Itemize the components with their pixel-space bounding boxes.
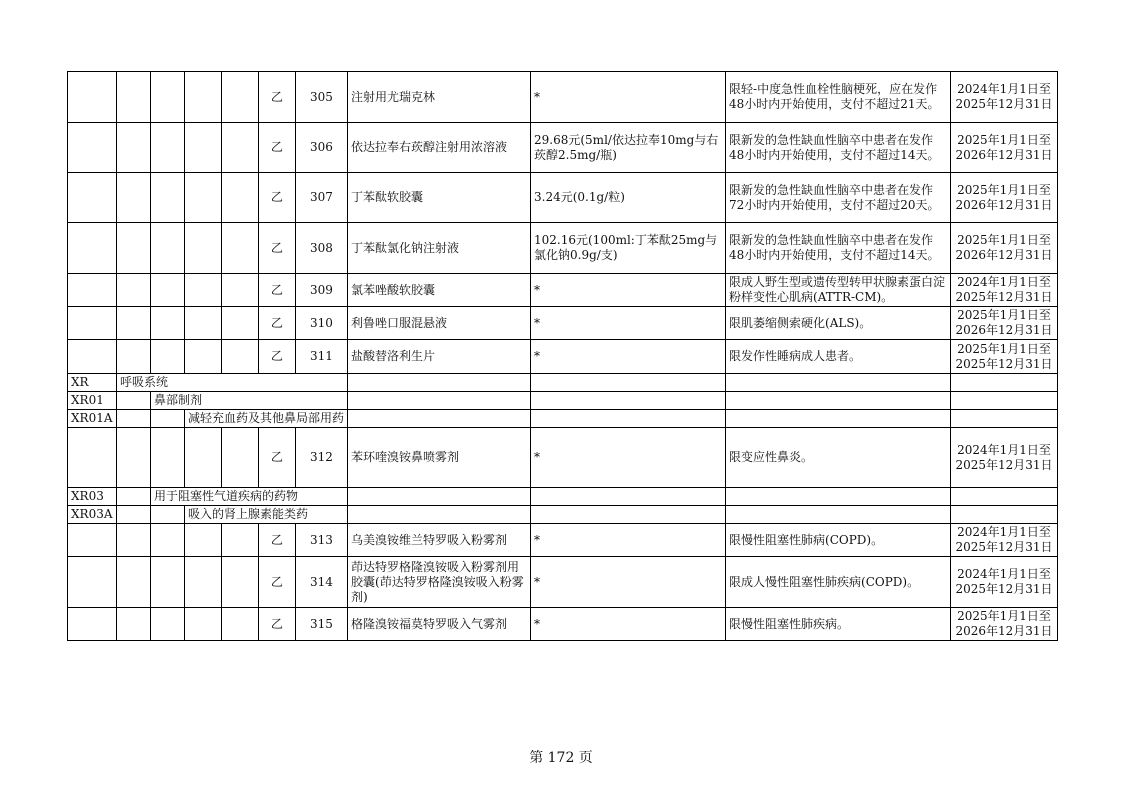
- category-code-cell: XR: [68, 374, 117, 392]
- price-cell: *: [531, 307, 726, 340]
- price-cell: 102.16元(100ml:丁苯酞25mg与氯化钠0.9g/支): [531, 223, 726, 274]
- drug-name-cell: 依达拉奉右莰醇注射用浓溶液: [348, 123, 531, 173]
- empty-cell: [221, 428, 258, 488]
- validity-date-cell: 2024年1月1日至2025年12月31日: [951, 557, 1058, 608]
- empty-cell: [151, 557, 185, 608]
- drug-catalog-table: [67, 71, 1058, 641]
- price-cell: *: [531, 340, 726, 374]
- drug-row: [68, 557, 1058, 608]
- empty-cell: [221, 173, 258, 223]
- category-cell: 乙: [258, 274, 295, 307]
- empty-cell: [151, 608, 185, 641]
- empty-cell: [951, 410, 1058, 428]
- empty-cell: [221, 557, 258, 608]
- empty-cell: [68, 123, 117, 173]
- empty-cell: [348, 374, 531, 392]
- empty-cell: [185, 223, 222, 274]
- category-cell: 乙: [258, 428, 295, 488]
- empty-cell: [68, 223, 117, 274]
- empty-cell: [185, 173, 222, 223]
- empty-cell: [117, 307, 151, 340]
- drug-row: [68, 173, 1058, 223]
- validity-date-cell: 2025年1月1日至2026年12月31日: [951, 307, 1058, 340]
- empty-cell: [726, 374, 951, 392]
- empty-cell: [151, 428, 185, 488]
- empty-cell: [185, 524, 222, 557]
- empty-cell: [726, 506, 951, 524]
- empty-cell: [117, 557, 151, 608]
- restriction-cell: 限新发的急性缺血性脑卒中患者在发作48小时内开始使用，支付不超过14天。: [726, 123, 951, 173]
- drug-name-cell: 氯苯唑酸软胶囊: [348, 274, 531, 307]
- category-code-cell: XR01: [68, 392, 117, 410]
- number-cell: 312: [295, 428, 347, 488]
- empty-cell: [185, 72, 222, 123]
- drug-name-cell: 盐酸替洛利生片: [348, 340, 531, 374]
- page-number: 第 172 页: [529, 750, 593, 766]
- validity-date-cell: 2024年1月1日至2025年12月31日: [951, 524, 1058, 557]
- number-cell: 313: [295, 524, 347, 557]
- empty-cell: [726, 392, 951, 410]
- empty-cell: [221, 608, 258, 641]
- empty-cell: [117, 274, 151, 307]
- price-cell: *: [531, 557, 726, 608]
- category-header-row: [68, 488, 1058, 506]
- empty-cell: [68, 428, 117, 488]
- empty-cell: [951, 506, 1058, 524]
- drug-row: [68, 307, 1058, 340]
- number-cell: 309: [295, 274, 347, 307]
- category-header-row: [68, 506, 1058, 524]
- drug-name-cell: 丁苯酞氯化钠注射液: [348, 223, 531, 274]
- empty-cell: [151, 173, 185, 223]
- empty-cell: [185, 428, 222, 488]
- number-cell: 310: [295, 307, 347, 340]
- number-cell: 315: [295, 608, 347, 641]
- empty-cell: [348, 392, 531, 410]
- empty-cell: [185, 608, 222, 641]
- category-label-cell: 鼻部制剂: [151, 392, 348, 410]
- empty-cell: [151, 274, 185, 307]
- empty-cell: [151, 506, 185, 524]
- category-cell: 乙: [258, 123, 295, 173]
- restriction-cell: 限发作性睡病成人患者。: [726, 340, 951, 374]
- validity-date-cell: 2025年1月1日至2025年12月31日: [951, 340, 1058, 374]
- validity-date-cell: 2025年1月1日至2026年12月31日: [951, 608, 1058, 641]
- drug-name-cell: 丁苯酞软胶囊: [348, 173, 531, 223]
- empty-cell: [68, 72, 117, 123]
- empty-cell: [951, 374, 1058, 392]
- restriction-cell: 限轻-中度急性血栓性脑梗死，应在发作48小时内开始使用，支付不超过21天。: [726, 72, 951, 123]
- validity-date-cell: 2025年1月1日至2026年12月31日: [951, 223, 1058, 274]
- category-code-cell: XR01A: [68, 410, 117, 428]
- empty-cell: [151, 524, 185, 557]
- price-cell: *: [531, 608, 726, 641]
- empty-cell: [185, 340, 222, 374]
- restriction-cell: 限变应性鼻炎。: [726, 428, 951, 488]
- price-cell: *: [531, 524, 726, 557]
- empty-cell: [951, 392, 1058, 410]
- price-cell: 3.24元(0.1g/粒): [531, 173, 726, 223]
- drug-row: [68, 428, 1058, 488]
- drug-row: [68, 72, 1058, 123]
- number-cell: 308: [295, 223, 347, 274]
- empty-cell: [117, 524, 151, 557]
- empty-cell: [348, 488, 531, 506]
- empty-cell: [151, 123, 185, 173]
- empty-cell: [117, 123, 151, 173]
- drug-name-cell: 格隆溴铵福莫特罗吸入气雾剂: [348, 608, 531, 641]
- drug-name-cell: 乌美溴铵维兰特罗吸入粉雾剂: [348, 524, 531, 557]
- empty-cell: [117, 72, 151, 123]
- empty-cell: [117, 392, 151, 410]
- empty-cell: [531, 374, 726, 392]
- empty-cell: [221, 524, 258, 557]
- empty-cell: [151, 410, 185, 428]
- validity-date-cell: 2024年1月1日至2025年12月31日: [951, 274, 1058, 307]
- category-label-cell: 呼吸系统: [117, 374, 348, 392]
- empty-cell: [68, 524, 117, 557]
- validity-date-cell: 2024年1月1日至2025年12月31日: [951, 428, 1058, 488]
- restriction-cell: 限新发的急性缺血性脑卒中患者在发作72小时内开始使用，支付不超过20天。: [726, 173, 951, 223]
- empty-cell: [221, 274, 258, 307]
- price-cell: *: [531, 72, 726, 123]
- empty-cell: [185, 307, 222, 340]
- category-header-row: [68, 410, 1058, 428]
- empty-cell: [348, 506, 531, 524]
- drug-row: [68, 123, 1058, 173]
- category-cell: 乙: [258, 307, 295, 340]
- empty-cell: [151, 223, 185, 274]
- category-header-row: [68, 374, 1058, 392]
- validity-date-cell: 2025年1月1日至2026年12月31日: [951, 123, 1058, 173]
- price-cell: *: [531, 428, 726, 488]
- number-cell: 311: [295, 340, 347, 374]
- empty-cell: [531, 488, 726, 506]
- category-cell: 乙: [258, 340, 295, 374]
- drug-name-cell: 注射用尤瑞克林: [348, 72, 531, 123]
- restriction-cell: 限慢性阻塞性肺病(COPD)。: [726, 524, 951, 557]
- empty-cell: [117, 410, 151, 428]
- empty-cell: [68, 307, 117, 340]
- category-cell: 乙: [258, 223, 295, 274]
- empty-cell: [185, 557, 222, 608]
- empty-cell: [531, 410, 726, 428]
- empty-cell: [117, 488, 151, 506]
- empty-cell: [68, 608, 117, 641]
- validity-date-cell: 2025年1月1日至2026年12月31日: [951, 173, 1058, 223]
- empty-cell: [151, 72, 185, 123]
- empty-cell: [68, 557, 117, 608]
- empty-cell: [185, 274, 222, 307]
- empty-cell: [117, 428, 151, 488]
- empty-cell: [151, 340, 185, 374]
- category-code-cell: XR03A: [68, 506, 117, 524]
- restriction-cell: 限新发的急性缺血性脑卒中患者在发作48小时内开始使用，支付不超过14天。: [726, 223, 951, 274]
- category-cell: 乙: [258, 608, 295, 641]
- empty-cell: [117, 173, 151, 223]
- category-code-cell: XR03: [68, 488, 117, 506]
- drug-row: [68, 274, 1058, 307]
- restriction-cell: 限成人慢性阻塞性肺疾病(COPD)。: [726, 557, 951, 608]
- restriction-cell: 限肌萎缩侧索硬化(ALS)。: [726, 307, 951, 340]
- empty-cell: [221, 123, 258, 173]
- empty-cell: [68, 274, 117, 307]
- category-label-cell: 减轻充血药及其他鼻局部用药: [185, 410, 348, 428]
- empty-cell: [348, 410, 531, 428]
- empty-cell: [221, 72, 258, 123]
- empty-cell: [531, 392, 726, 410]
- empty-cell: [185, 123, 222, 173]
- category-label-cell: 吸入的肾上腺素能类药: [185, 506, 348, 524]
- category-cell: 乙: [258, 72, 295, 123]
- number-cell: 307: [295, 173, 347, 223]
- category-label-cell: 用于阻塞性气道疾病的药物: [151, 488, 348, 506]
- empty-cell: [951, 488, 1058, 506]
- category-cell: 乙: [258, 557, 295, 608]
- drug-row: [68, 608, 1058, 641]
- validity-date-cell: 2024年1月1日至2025年12月31日: [951, 72, 1058, 123]
- price-cell: *: [531, 274, 726, 307]
- price-cell: 29.68元(5ml/依达拉奉10mg与右莰醇2.5mg/瓶): [531, 123, 726, 173]
- table-body: [68, 72, 1058, 641]
- drug-name-cell: 茚达特罗格隆溴铵吸入粉雾剂用胶囊(茚达特罗格隆溴铵吸入粉雾剂): [348, 557, 531, 608]
- restriction-cell: 限慢性阻塞性肺疾病。: [726, 608, 951, 641]
- empty-cell: [726, 410, 951, 428]
- drug-row: [68, 524, 1058, 557]
- empty-cell: [68, 173, 117, 223]
- drug-name-cell: 利鲁唑口服混悬液: [348, 307, 531, 340]
- category-cell: 乙: [258, 173, 295, 223]
- drug-row: [68, 340, 1058, 374]
- empty-cell: [221, 307, 258, 340]
- empty-cell: [531, 506, 726, 524]
- empty-cell: [726, 488, 951, 506]
- empty-cell: [117, 506, 151, 524]
- empty-cell: [117, 340, 151, 374]
- number-cell: 306: [295, 123, 347, 173]
- empty-cell: [221, 223, 258, 274]
- restriction-cell: 限成人野生型或遗传型转甲状腺素蛋白淀粉样变性心肌病(ATTR-CM)。: [726, 274, 951, 307]
- empty-cell: [221, 340, 258, 374]
- empty-cell: [117, 223, 151, 274]
- empty-cell: [151, 307, 185, 340]
- empty-cell: [68, 340, 117, 374]
- empty-cell: [117, 608, 151, 641]
- drug-row: [68, 223, 1058, 274]
- category-header-row: [68, 392, 1058, 410]
- number-cell: 305: [295, 72, 347, 123]
- category-cell: 乙: [258, 524, 295, 557]
- number-cell: 314: [295, 557, 347, 608]
- drug-name-cell: 苯环喹溴铵鼻喷雾剂: [348, 428, 531, 488]
